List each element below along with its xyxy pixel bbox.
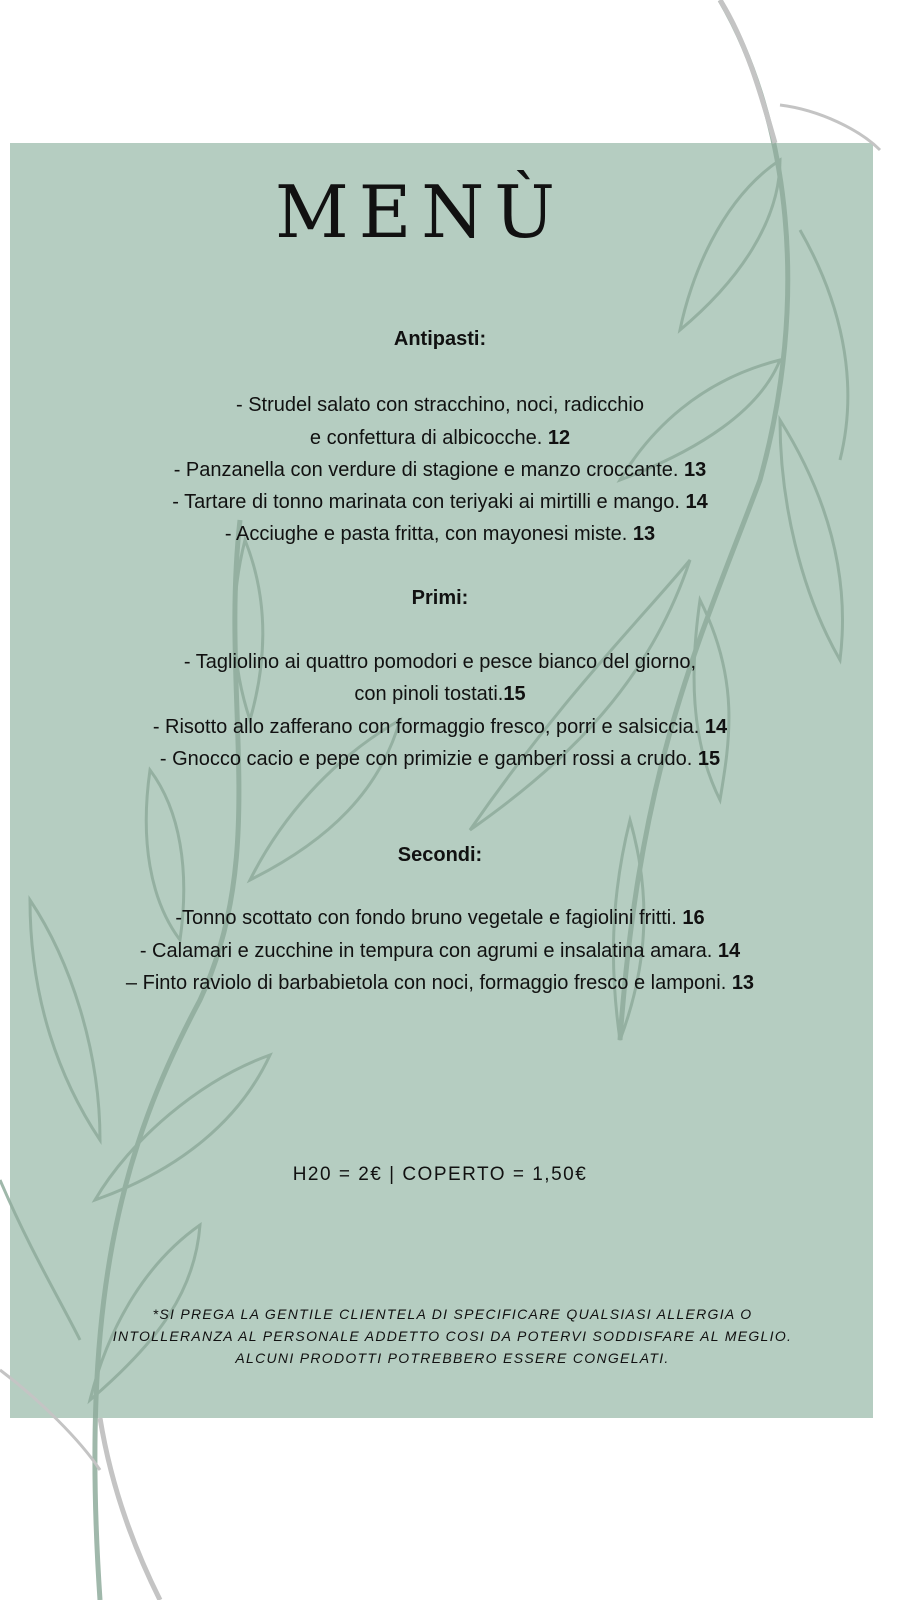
extras-pricing: H20 = 2€ | COPERTO = 1,50€ (292, 1164, 588, 1185)
note-line: *SI PREGA LA GENTILE CLIENTELA DI SPECIFICARE QUALSIASI ALLERGIA O (152, 1306, 753, 1322)
section-title: Primi: (411, 587, 469, 609)
menu-item-line: -Tonno scottato con fondo bruno vegetale e fagiolini fritti. 16 (175, 907, 705, 929)
menu-title: MENÙ (275, 170, 565, 254)
menu-item-line: - Risotto allo zafferano con formaggio fresco, porri e salsiccia. 14 (152, 716, 728, 738)
section-title: Antipasti: (393, 328, 487, 350)
note-line: ALCUNI PRODOTTI POTREBBERO ESSERE CONGELATI. (235, 1350, 670, 1366)
section-title: Secondi: (397, 844, 483, 866)
menu-item-line: - Acciughe e pasta fritta, con mayonesi miste. 13 (224, 523, 656, 545)
menu-item-line: - Gnocco cacio e pepe con primizie e gamberi rossi a crudo. 15 (159, 748, 721, 770)
menu-item-line: - Strudel salato con stracchino, noci, radicchio (236, 394, 644, 416)
menu-item-line: - Tagliolino ai quattro pomodori e pesce bianco del giorno, (183, 651, 697, 673)
menu-item-line: - Calamari e zucchine in tempura con agrumi e insalatina amara. 14 (139, 940, 741, 962)
allergy-note (0, 1303, 905, 1369)
menu-item-line: e confettura di albicocche. 12 (309, 427, 571, 449)
menu-item-line: - Panzanella con verdure di stagione e manzo croccante. 13 (173, 459, 707, 481)
note-line: INTOLLERANZA AL PERSONALE ADDETTO COSI DA POTERVI SODDISFARE AL MEGLIO. (112, 1328, 793, 1344)
menu-item-line: con pinoli tostati.15 (354, 683, 526, 705)
menu-item-line: – Finto raviolo di barbabietola con noci, formaggio fresco e lamponi. 13 (125, 972, 755, 994)
menu-item-line: - Tartare di tonno marinata con teriyaki ai mirtilli e mango. 14 (172, 491, 708, 513)
